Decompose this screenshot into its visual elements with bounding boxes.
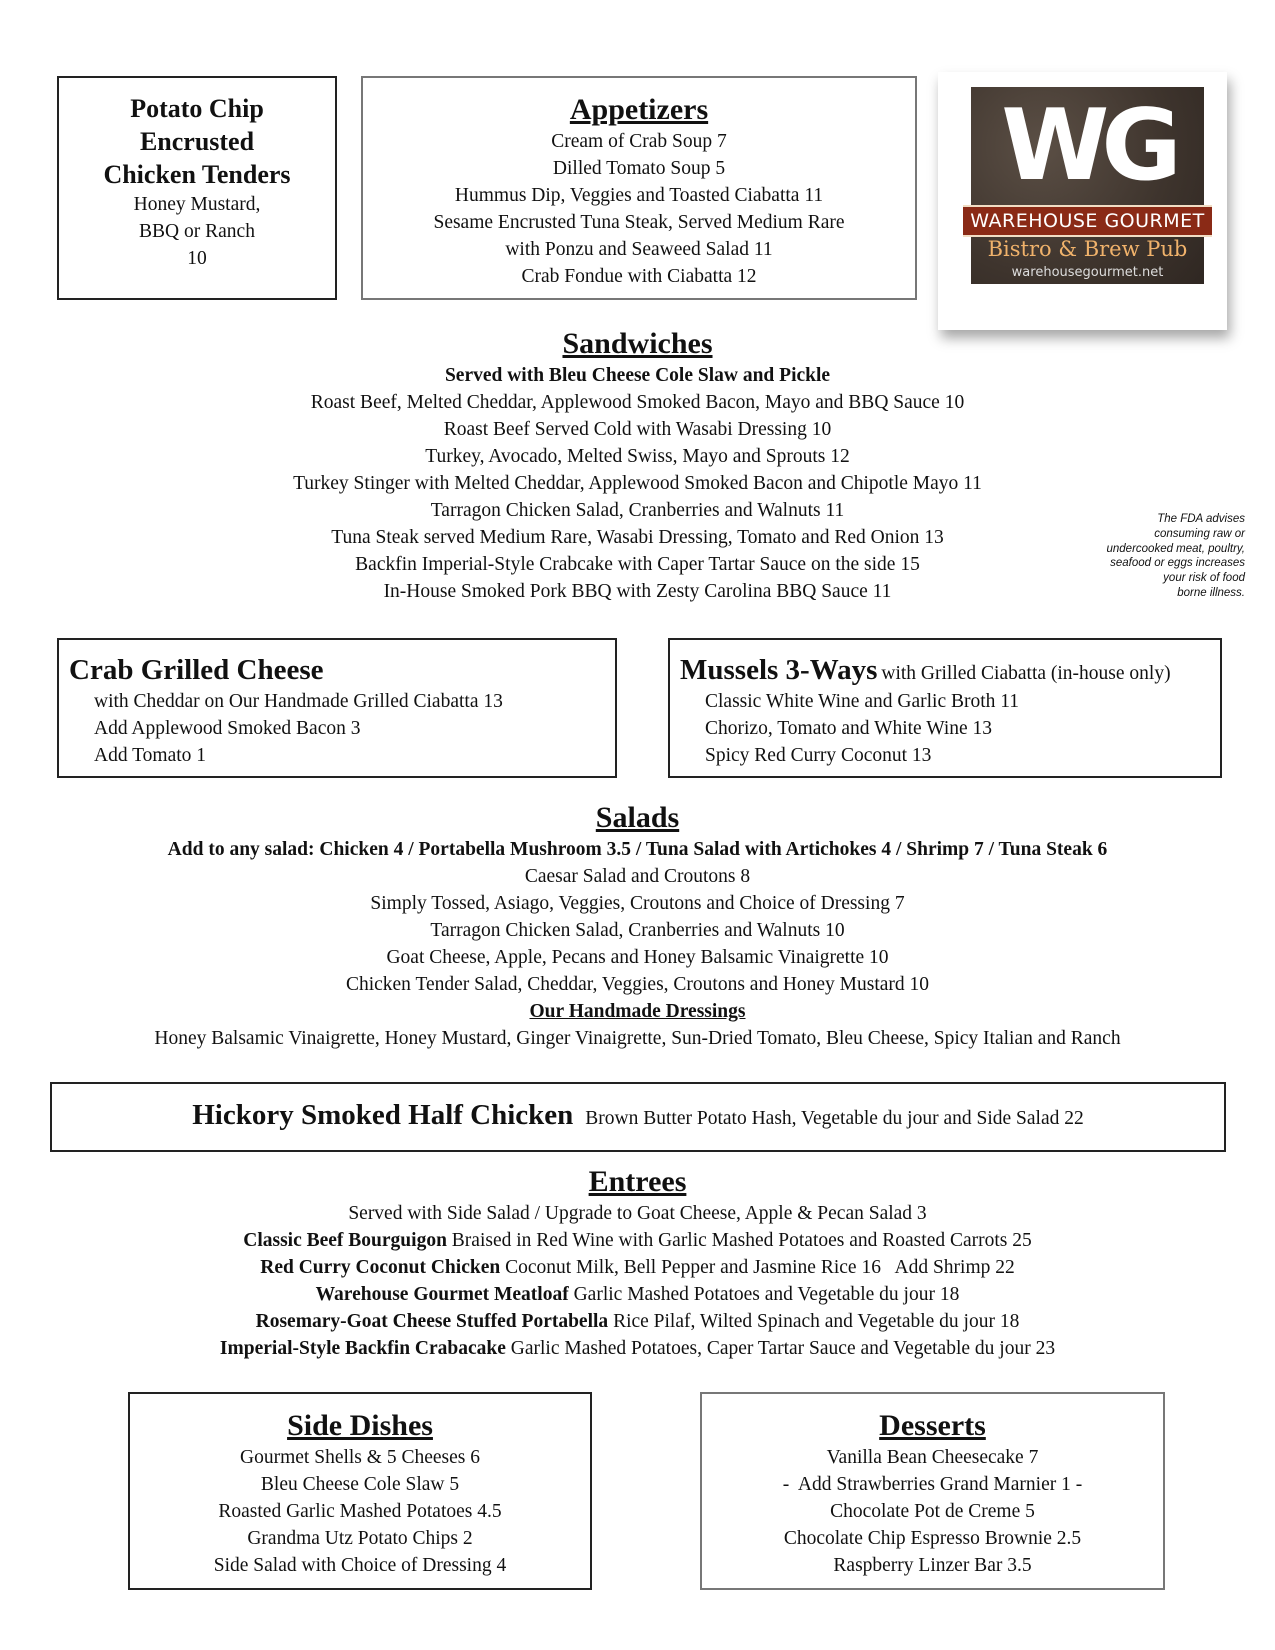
menu-item: Tarragon Chicken Salad, Cranberries and Walnuts 11 [430, 500, 845, 521]
menu-item: Chorizo, Tomato and White Wine 13 [705, 718, 993, 739]
logo-name: WAREHOUSE GOURMET [963, 205, 1212, 237]
logo-url: warehousegourmet.net [1011, 265, 1164, 280]
menu-item: Cream of Crab Soup 7 [551, 131, 727, 152]
crab-grilled-cheese-box [57, 638, 617, 778]
side-dishes-heading: Side Dishes [287, 1409, 433, 1442]
logo-frame [938, 72, 1227, 330]
menu-item: Hummus Dip, Veggies and Toasted Ciabatta 11 [454, 185, 824, 206]
menu-item: Turkey Stinger with Melted Cheddar, Applewood Smoked Bacon and Chipotle Mayo 11 [293, 473, 982, 494]
potato-sauce-line: BBQ or Ranch [139, 221, 255, 242]
hickory-chicken-box [50, 1082, 1226, 1152]
potato-sauce-line: Honey Mustard, [133, 194, 261, 215]
menu-item: Side Salad with Choice of Dressing 4 [213, 1555, 507, 1576]
menu-item: Simply Tossed, Asiago, Veggies, Croutons and Choice of Dressing 7 [370, 893, 905, 914]
entree-item: Classic Beef Bourguigon Braised in Red Wine with Garlic Mashed Potatoes and Roasted Carrots 25 [243, 1230, 1032, 1251]
menu-item: Tuna Steak served Medium Rare, Wasabi Dressing, Tomato and Red Onion 13 [331, 527, 944, 548]
menu-item: Raspberry Linzer Bar 3.5 [833, 1555, 1032, 1576]
logo-mark: WG [1001, 89, 1174, 203]
sandwiches-heading: Sandwiches [562, 327, 713, 360]
entree-item: Imperial-Style Backfin Crabacake Garlic Mashed Potatoes, Caper Tartar Sauce and Vegetable du jour 23 [219, 1338, 1056, 1359]
menu-item: Goat Cheese, Apple, Pecans and Honey Balsamic Vinaigrette 10 [386, 947, 889, 968]
menu-item: Roast Beef Served Cold with Wasabi Dressing 10 [443, 419, 832, 440]
menu-item: Turkey, Avocado, Melted Swiss, Mayo and Sprouts 12 [425, 446, 850, 467]
mussels-box [668, 638, 1222, 778]
salads-heading: Salads [595, 801, 680, 834]
crab-grilled-cheese-title: Crab Grilled Cheese [69, 654, 324, 686]
menu-item: Add Tomato 1 [94, 745, 207, 766]
fda-advisory-note: The FDA advises consuming raw or undercooked meat, poultry, seafood or eggs increases your risk of food borne illness. [1106, 513, 1245, 599]
menu-item: Classic White Wine and Garlic Broth 11 [705, 691, 1020, 712]
menu-item: Crab Fondue with Ciabatta 12 [521, 266, 757, 287]
appetizers-heading: Appetizers [569, 93, 709, 126]
menu-item: Grandma Utz Potato Chips 2 [247, 1528, 473, 1549]
menu-item: Dilled Tomato Soup 5 [552, 158, 726, 179]
menu-item: with Cheddar on Our Handmade Grilled Ciabatta 13 [94, 691, 503, 712]
menu-item: Roast Beef, Melted Cheddar, Applewood Smoked Bacon, Mayo and BBQ Sauce 10 [310, 392, 965, 413]
menu-item: Gourmet Shells & 5 Cheeses 6 [240, 1447, 480, 1468]
entrees-heading: Entrees [588, 1165, 687, 1198]
appetizers-box [361, 76, 917, 300]
desserts-box [700, 1392, 1165, 1590]
hickory-chicken-desc: Brown Butter Potato Hash, Vegetable du jour and Side Salad 22 [585, 1108, 1084, 1129]
mussels-title: Mussels 3-Ways [680, 654, 878, 686]
menu-item: Spicy Red Curry Coconut 13 [705, 745, 932, 766]
side-dishes-box [128, 1392, 592, 1590]
entrees-section [0, 1164, 1275, 1362]
salad-addons: Add to any salad: Chicken 4 / Portabella Mushroom 3.5 / Tuna Salad with Artichokes 4 / Shrimp 7 / Tuna Steak 6 [167, 839, 1108, 860]
entrees-subheading: Served with Side Salad / Upgrade to Goat Cheese, Apple & Pecan Salad 3 [348, 1203, 927, 1224]
entree-item: Red Curry Coconut Chicken Coconut Milk, Bell Pepper and Jasmine Rice 16 Add Shrimp 22 [260, 1257, 1015, 1278]
potato-chip-tenders-box [57, 76, 337, 300]
entree-item: Rosemary-Goat Cheese Stuffed Portabella Rice Pilaf, Wilted Spinach and Vegetable du jour 18 [255, 1311, 1020, 1332]
hickory-chicken-title: Hickory Smoked Half Chicken [192, 1099, 574, 1131]
dressings-list: Honey Balsamic Vinaigrette, Honey Mustard, Ginger Vinaigrette, Sun-Dried Tomato, Bleu Cheese, Spicy Italian and Ranch [154, 1028, 1121, 1049]
dressings-heading: Our Handmade Dressings [529, 1001, 746, 1022]
menu-item: with Ponzu and Seaweed Salad 11 [505, 239, 773, 260]
menu-item: Chicken Tender Salad, Cheddar, Veggies, Croutons and Honey Mustard 10 [345, 974, 930, 995]
menu-item: - Add Strawberries Grand Marnier 1 - [782, 1474, 1083, 1495]
sandwiches-subheading: Served with Bleu Cheese Cole Slaw and Pickle [444, 365, 831, 386]
menu-item: Tarragon Chicken Salad, Cranberries and Walnuts 10 [430, 920, 845, 941]
menu-item: Sesame Encrusted Tuna Steak, Served Medium Rare [433, 212, 845, 233]
menu-item: Backfin Imperial-Style Crabcake with Caper Tartar Sauce on the side 15 [355, 554, 920, 575]
potato-chip-tenders-title: Potato Chip Encrusted Chicken Tenders [103, 94, 291, 189]
menu-item: Caesar Salad and Croutons 8 [524, 866, 751, 887]
menu-item: Add Applewood Smoked Bacon 3 [94, 718, 361, 739]
menu-item: In-House Smoked Pork BBQ with Zesty Carolina BBQ Sauce 11 [383, 581, 892, 602]
menu-item: Roasted Garlic Mashed Potatoes 4.5 [218, 1501, 502, 1522]
logo-tagline: Bistro & Brew Pub [987, 237, 1188, 261]
warehouse-gourmet-logo [971, 87, 1204, 284]
potato-price: 10 [187, 248, 207, 269]
menu-item: Vanilla Bean Cheesecake 7 [826, 1447, 1039, 1468]
menu-item: Chocolate Pot de Creme 5 [830, 1501, 1035, 1522]
mussels-subtitle: with Grilled Ciabatta (in-house only) [881, 663, 1171, 684]
entree-item: Warehouse Gourmet Meatloaf Garlic Mashed Potatoes and Vegetable du jour 18 [315, 1284, 960, 1305]
salads-section [0, 800, 1275, 1052]
menu-item: Bleu Cheese Cole Slaw 5 [260, 1474, 460, 1495]
menu-item: Chocolate Chip Espresso Brownie 2.5 [783, 1528, 1082, 1549]
desserts-heading: Desserts [879, 1409, 986, 1442]
